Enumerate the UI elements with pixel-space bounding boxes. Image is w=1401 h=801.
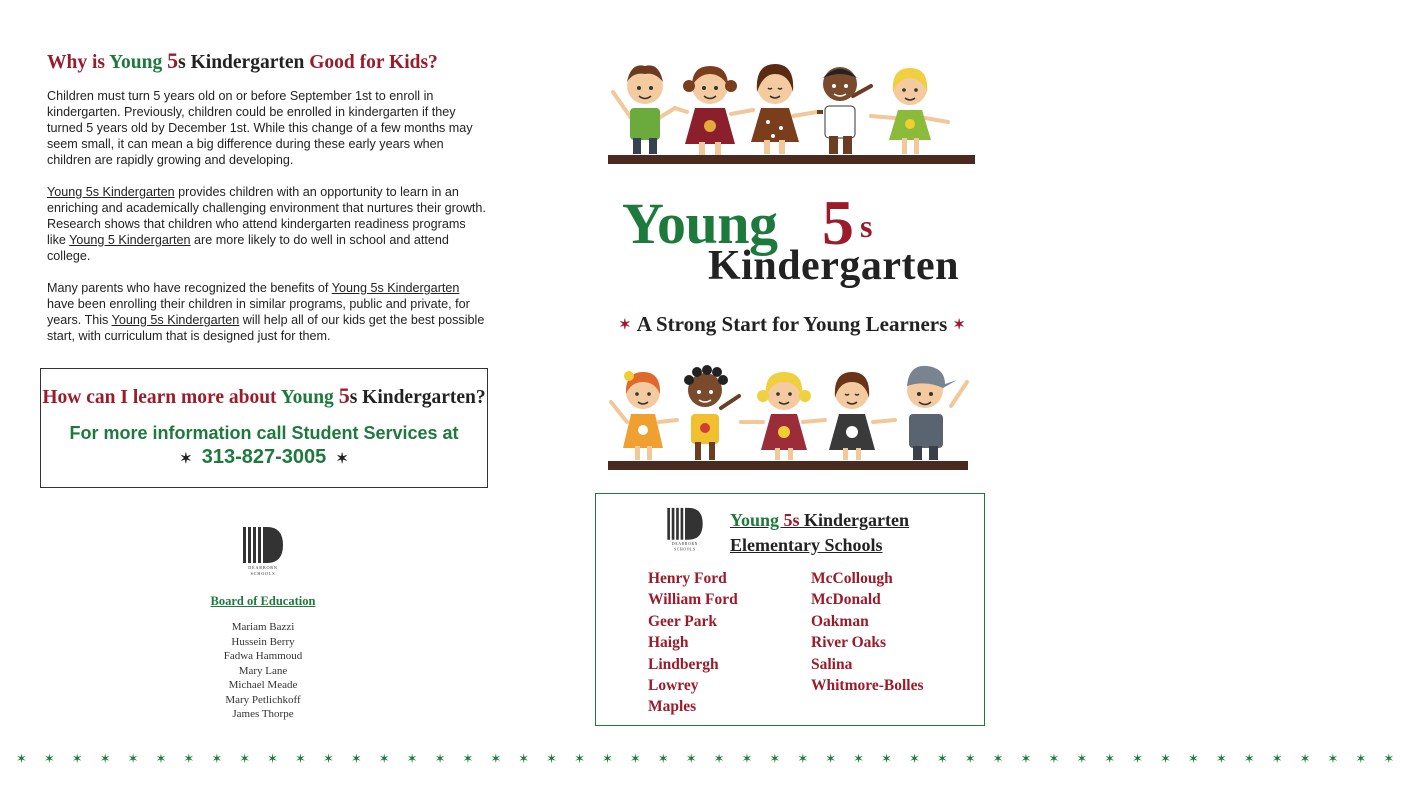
board-member: Michael Meade <box>228 679 298 691</box>
brand-young: Young <box>622 191 778 256</box>
asterisk-icon: ✶ <box>953 318 965 333</box>
board-title: Board of Education <box>210 594 316 608</box>
schools-box <box>595 493 985 726</box>
paragraph-1: Children must turn 5 years old on or before September 1st to enroll in kindergarten. Previously, children could be enrolled in kindergarten if they turned 5 years old by December 1st. While this change of a few months may seem small, it can mean a big difference during these early years when children are rapidly growing and developing. <box>47 89 473 167</box>
school-name: William Ford <box>648 591 738 609</box>
school-name: Lindbergh <box>648 655 719 673</box>
program-link: Young 5s Kindergarten <box>331 281 460 295</box>
school-name: River Oaks <box>811 634 887 652</box>
svg-text:DEARBORN: DEARBORN <box>671 542 699 547</box>
program-link: Young 5 Kindergarten <box>69 233 191 247</box>
program-link: Young 5s Kindergarten <box>47 185 175 199</box>
info-line: For more information call Student Services at <box>69 423 459 443</box>
children-illustration-icon <box>603 358 975 472</box>
asterisk-icon: ✶ <box>179 450 192 466</box>
svg-text:DEARBORN: DEARBORN <box>248 565 278 570</box>
board-member: Hussein Berry <box>231 635 295 648</box>
svg-text:SCHOOLS: SCHOOLS <box>250 571 276 576</box>
board-member: Mariam Bazzi <box>231 621 295 633</box>
phone-line <box>41 446 487 469</box>
tagline: ✶ A Strong Start for Young Learners ✶ <box>619 312 965 336</box>
school-name: Oakman <box>811 612 869 630</box>
school-name: McDonald <box>811 591 881 609</box>
dearborn-schools-logo-icon <box>241 526 285 578</box>
paragraph-3: Many parents who have recognized the benefits of Young 5s Kindergarten have been enrolling their children in similar programs, public and private, for years. This Young 5s Kindergarten will help all of our kids get the best possible start, with curriculum that is designed just for them. <box>47 281 485 343</box>
school-name: Whitmore-Bolles <box>811 677 924 695</box>
school-name: Lowrey <box>648 677 699 695</box>
school-name: Maples <box>648 698 697 716</box>
school-name: Geer Park <box>648 612 718 630</box>
asterisk-border: ✶ ✶ ✶ ✶ ✶ ✶ ✶ ✶ ✶ ✶ ✶ ✶ ✶ ✶ ✶ ✶ ✶ ✶ ✶ ✶ ✶ ✶ ✶ ✶ ✶ ✶ ✶ ✶ ✶ ✶ ✶ ✶ ✶ ✶ ✶ ✶ ✶ ✶ ✶ ✶ ✶ ✶ ✶ ✶ ✶ ✶ ✶ ✶ ✶ ✶ <box>16 751 1401 766</box>
school-name: Salina <box>811 655 853 673</box>
phone-number: 313-827-3005 <box>201 446 327 468</box>
brand-s: s <box>860 208 873 244</box>
asterisk-icon: ✶ <box>619 318 631 333</box>
dearborn-schools-logo-icon <box>665 507 705 553</box>
board-member: Fadwa Hammoud <box>223 650 303 662</box>
info-box <box>40 368 488 488</box>
children-illustration-icon <box>603 52 978 166</box>
board-member: James Thorpe <box>232 708 294 720</box>
program-link: Young 5s Kindergarten <box>111 313 240 327</box>
brand-five: 5 <box>822 187 854 258</box>
board-of-education <box>163 594 363 722</box>
why-section <box>47 48 487 360</box>
asterisk-icon: ✶ <box>336 450 349 466</box>
info-title: How can I learn more about Young 5s Kindergarten? <box>42 383 486 408</box>
school-list-col2 <box>811 568 924 696</box>
brand-logo <box>622 187 1002 290</box>
school-name: McCollough <box>811 570 893 587</box>
brand-kindergarten: Kindergarten <box>708 243 959 289</box>
board-member: Mary Petlichkoff <box>225 693 301 706</box>
schools-title: Young 5s Kindergarten Elementary Schools <box>730 510 910 555</box>
paragraph-2: Young 5s Kindergarten provides children with an opportunity to learn in an enriching and academically challenging environment that nurtures their growth. Research shows that children who attend kindergarten readiness programs like Young 5 Kindergarten are more likely to do well in school and attend college. <box>47 185 486 263</box>
school-list-col1 <box>648 568 738 718</box>
school-name: Henry Ford <box>648 570 727 587</box>
school-name: Haigh <box>648 634 689 652</box>
why-title: Why is Young 5s Kindergarten Good for Kids? <box>47 48 438 73</box>
board-member: Mary Lane <box>238 664 288 677</box>
svg-text:SCHOOLS: SCHOOLS <box>674 547 696 552</box>
